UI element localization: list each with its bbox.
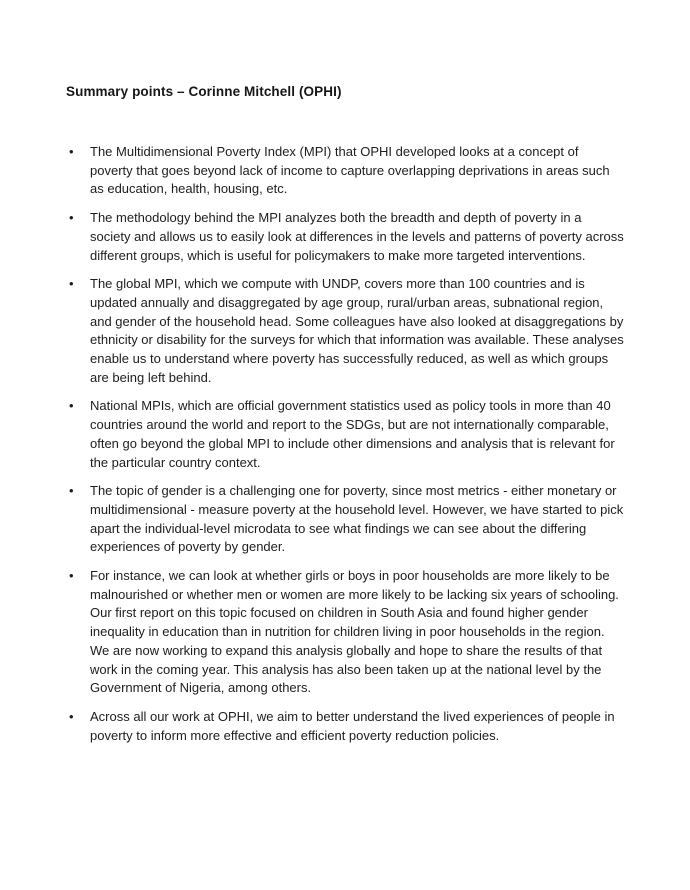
bullet-text: The global MPI, which we compute with UNDP, covers more than 100 countries and is updated annually and disaggregated by age group, rural/urban areas, subnational region, and gender of the household head. Some colleagues have also looked at disaggregations by ethnicity or disability for the surveys for which that information was available. These analyses enable us to understand where poverty has successfully reduced, as well as which groups are being left behind.	[90, 276, 624, 385]
bullet-icon: •	[69, 568, 74, 584]
bullet-text: National MPIs, which are official government statistics used as policy tools in more than 40 countries around the world and report to the SDGs, but are not internationally comparable, often go beyond the global MPI to include other dimensions and analysis that is relevant for the particular country context.	[90, 398, 615, 470]
bullet-icon: •	[69, 708, 74, 724]
list-item	[66, 708, 624, 745]
bullet-text: The topic of gender is a challenging one for poverty, since most metrics - either monetary or multidimensional - measure poverty at the household level. However, we have started to pick apart the individual-level microdata to see what findings we can see about the differing experiences of poverty by gender.	[90, 483, 624, 555]
list-item	[66, 482, 624, 557]
list-item	[66, 397, 624, 472]
list-item	[66, 209, 624, 265]
bullet-icon: •	[69, 398, 74, 414]
bullet-text: The Multidimensional Poverty Index (MPI) that OPHI developed looks at a concept of poverty that goes beyond lack of income to capture overlapping deprivations in areas such as education, health, housing, etc.	[90, 144, 610, 197]
bullet-text: For instance, we can look at whether girls or boys in poor households are more likely to be malnourished or whether men or women are more likely to be lacking six years of schooling. Our first report on this topic focused on children in South Asia and found higher gender inequality in education than in nutrition for children living in poor households in the region. We are now working to expand this analysis globally and hope to share the results of that work in the coming year. This analysis has also been taken up at the national level by the Government of Nigeria, among others.	[90, 568, 619, 696]
list-item	[66, 143, 624, 199]
list-item	[66, 275, 624, 387]
list-item	[66, 567, 624, 698]
summary-bullet-list	[66, 143, 624, 745]
bullet-icon: •	[69, 210, 74, 226]
bullet-text: Across all our work at OPHI, we aim to better understand the lived experiences of people in poverty to inform more effective and efficient poverty reduction policies.	[90, 708, 615, 743]
bullet-icon: •	[69, 276, 74, 292]
bullet-icon: •	[69, 144, 74, 159]
bullet-text: The methodology behind the MPI analyzes both the breadth and depth of poverty in a society and allows us to easily look at differences in the levels and patterns of poverty across different groups, which is useful for policymakers to make more targeted interventions.	[90, 210, 624, 263]
bullet-icon: •	[69, 483, 74, 499]
page-title: Summary points – Corinne Mitchell (OPHI)	[66, 84, 342, 99]
